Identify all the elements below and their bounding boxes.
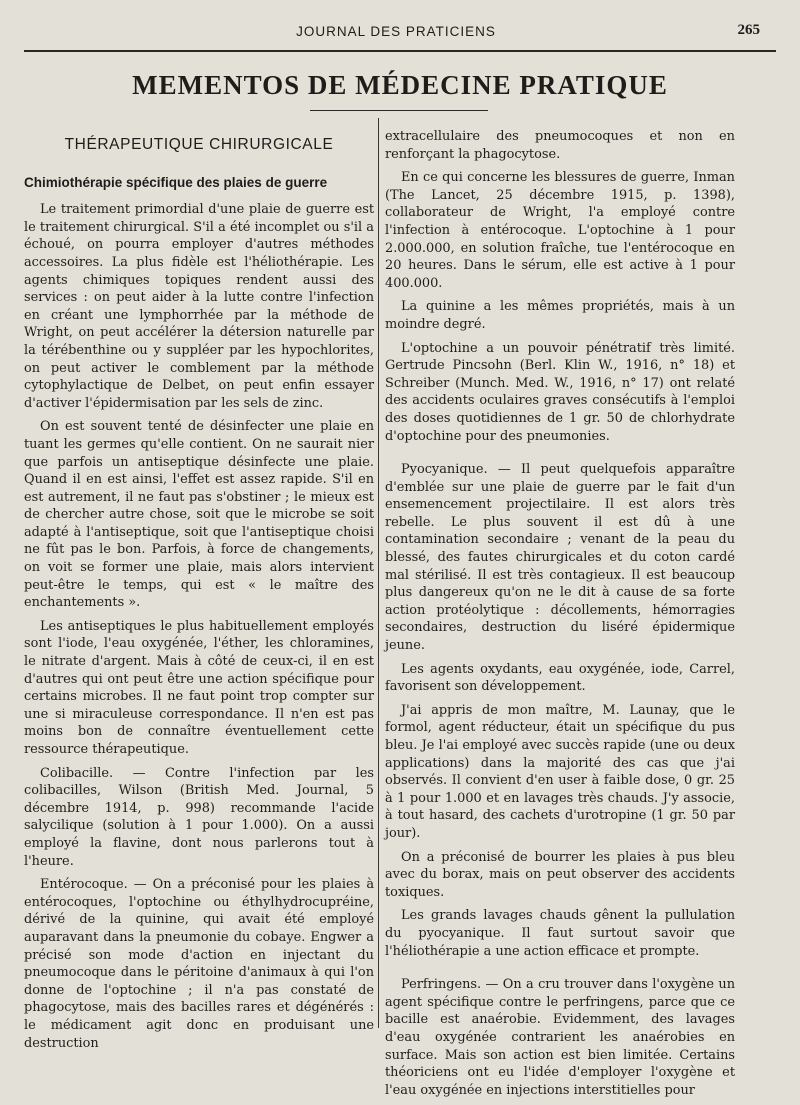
- paragraph: Les antiseptiques le plus habituellement employés sont l'iode, l'eau oxygénée, l'éther, les chloramines, le nitrate d'argent. Mais à côté de ceux-ci, il en est d'autres qui ont peut être une action spécifique pour certains microbes. Il ne faut point trop compter sur une si miraculeuse correspondance. Il n'en est pas moins bon de connaître éventuellement cette ressource thérapeutique.: [24, 618, 374, 757]
- article-title: Chimiothérapie spécifique des plaies de guerre: [24, 174, 328, 190]
- left-column: [24, 128, 374, 1058]
- column-divider: [378, 118, 379, 1028]
- paragraph: En ce qui concerne les blessures de guerre, Inman (The Lancet, 25 décembre 1915, p. 1398), collaborateur de Wright, l'a employé contre l'infection à entérocoque. L'optochine à 1 pour 2.000.000, en solution fraîche, tue l'entérocoque en 20 heures. Dans le sérum, elle est active à 1 pour 400.000.: [385, 170, 735, 291]
- paragraph: Les grands lavages chauds gênent la pullulation du pyocyanique. Il faut surtout savoir que l'héliothérapie a une action efficace et prompte.: [385, 908, 735, 959]
- right-column: [385, 128, 735, 1105]
- header-rule: [24, 50, 776, 52]
- paragraph: Le traitement primordial d'une plaie de guerre est le traitement chirurgical. S'il a été incomplet ou s'il a échoué, on pourra employer d'autres méthodes accessoires. La plus fidèle est l'héliothérapie. Les agents chimiques topiques rendent aussi des services : on peut aider à la lutte contre l'infection en créant une lymphorrhée par la méthode de Wright, on peut accélérer la détersion naturelle par la térébenthine ou y suppléer par les hypochlorites, on peut activer le comblement par la méthode cytophylactique de Delbet, on peut enfin essayer d'activer l'épidermisation par les sels de zinc.: [24, 202, 374, 411]
- paragraph-perfringens: Perfringens. — On a cru trouver dans l'oxygène un agent spécifique contre le perfringens, parce que ce bacille est anaérobie. Evidemment, des lavages d'eau oxygénée contrarient les anaérobies en surface. Mais son action est bien limitée. Certains théoriciens ont eu l'idée d'employer l'oxygène et l'eau oxygénée en injections interstitielles pour: [385, 977, 735, 1098]
- paragraph: extracellulaire des pneumocoques et non en renforçant la phagocytose.: [385, 129, 735, 162]
- running-head: [24, 22, 768, 44]
- paragraph: On est souvent tenté de désinfecter une plaie en tuant les germes qu'elle contient. On ne saurait nier que parfois un antiseptique désinfecte une plaie. Quand il en est ainsi, l'effet est assez rapide. S'il en est autrement, il ne faut pas s'obstiner ; le mieux est de chercher autre chose, soit que le microbe se soit adapté à l'antiseptique, soit que l'antiseptique choisi ne fût pas le bon. Parfois, à force de changements, on voit se former une plaie, mais alors intervient peut-être le temps, qui est « le maître des enchantements ».: [24, 419, 374, 611]
- paragraph-pyocyanique: Pyocyanique. — Il peut quelquefois apparaître d'emblée sur une plaie de guerre par le fait d'un ensemencement projectilaire. Il est alors très rebelle. Le plus souvent il est dû à une contamination secondaire ; venant de la peau du blessé, des fautes chirurgicales et du coton cardé mal stérilisé. Il est très contagieux. Il est beaucoup plus dangereux qu'on ne le dit à cause de sa forte action protéolytique : décollements, hémorragies secondaires, destruction du liséré épidermique jeune.: [385, 462, 735, 654]
- journal-title: JOURNAL DES PRATICIENS: [296, 24, 496, 39]
- section-title: THÉRAPEUTIQUE CHIRURGICALE: [64, 136, 334, 153]
- page-number: 265: [737, 22, 760, 38]
- main-title: MEMENTOS DE MÉDECINE PRATIQUE: [132, 70, 668, 100]
- title-rule: [310, 110, 488, 111]
- paragraph-colibacille: Colibacille. — Contre l'infection par les colibacilles, Wilson (British Med. Journal, 5 décembre 1914, p. 998) recommande l'acide salycilique (solution à 1 pour 1.000). On a aussi employé la flavine, dont nous parlerons tout à l'heure.: [24, 765, 374, 869]
- spacer: [385, 966, 735, 976]
- paragraph: On a préconisé de bourrer les plaies à pus bleu avec du borax, mais on peut observer des accidents toxiques.: [385, 849, 735, 900]
- paragraph: J'ai appris de mon maître, M. Launay, que le formol, agent réducteur, était un spécifique du pus bleu. Je l'ai employé avec succès rapide (une ou deux applications) dans la majorité des cas que j'ai observés. Il convient d'en user à faible dose, 0 gr. 25 à 1 pour 1.000 et en lavages très chauds. J'y associe, à tout hasard, des cachets d'urotropine (1 gr. 50 par jour).: [385, 702, 735, 841]
- paragraph: Les agents oxydants, eau oxygénée, iode, Carrel, favorisent son développement.: [385, 661, 735, 695]
- spacer: [385, 451, 735, 461]
- paragraph-enterocoque: Entérocoque. — On a préconisé pour les plaies à entérocoques, l'optochine ou éthylhydrocupréine, dérivé de la quinine, qui avait été employé auparavant dans la pneumonie du cobaye. Engwer a précisé son mode d'action en injectant du pneumocoque dans le péritoine d'animaux à qui l'on donne de l'optochine ; il n'a pas constaté de phagocytose, mais des bacilles rares et dégénérés : le médicament agit donc en produisant une destruction: [24, 877, 374, 1051]
- paragraph: L'optochine a un pouvoir pénétratif très limité. Gertrude Pincsohn (Berl. Klin W., 1916, n° 18) et Schreiber (Munch. Med. W., 1916, n° 17) ont relaté des accidents oculaires graves consécutifs à l'emploi des doses quotidiennes de 1 gr. 50 de chlorhydrate d'optochine pour des pneumonies.: [385, 340, 735, 444]
- paragraph: La quinine a les mêmes propriétés, mais à un moindre degré.: [385, 299, 735, 332]
